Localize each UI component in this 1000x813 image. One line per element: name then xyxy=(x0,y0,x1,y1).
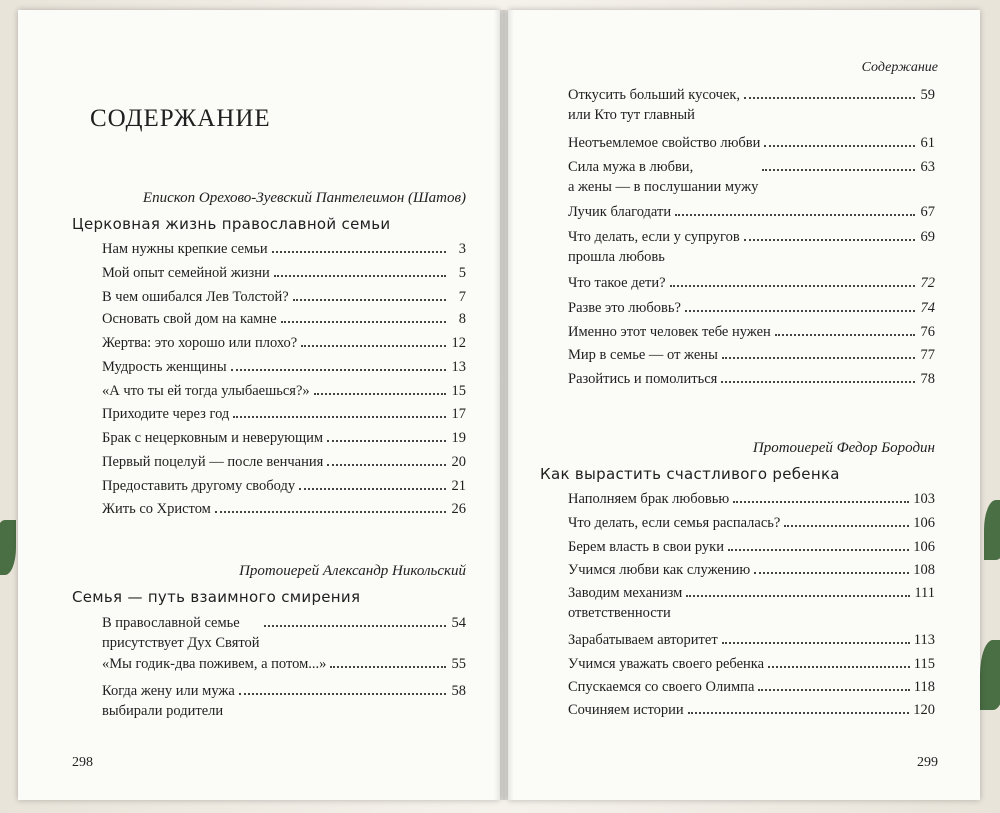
toc-entry-label: В чем ошибался Лев Толстой? xyxy=(102,289,289,305)
toc-entry-page: 103 xyxy=(913,491,935,507)
running-head: Содержание xyxy=(861,60,938,75)
author-heading: Протоиерей Федор Бородин xyxy=(752,440,935,456)
toc-entry-label: Брак с нецерковным и неверующим xyxy=(102,430,324,446)
toc-entry-page: 78 xyxy=(920,371,935,387)
dot-leader xyxy=(281,321,446,323)
toc-entry-page: 19 xyxy=(451,430,466,446)
author-heading: Епископ Орехово-Зуевский Пантелеимон (Шатов) xyxy=(142,190,466,206)
toc-entry xyxy=(102,500,466,520)
toc-entry-label: «А что ты ей тогда улыбаешься?» xyxy=(102,383,310,399)
toc-entry xyxy=(102,334,466,354)
toc-entry-label: Неотъемлемое свойство любви xyxy=(568,135,761,151)
toc-entry xyxy=(102,382,466,402)
toc-entry xyxy=(568,370,935,390)
dot-leader xyxy=(330,666,446,668)
dot-leader xyxy=(274,275,446,277)
toc-entry-label: Что такое дети? xyxy=(568,275,666,291)
toc-entry xyxy=(568,134,935,154)
toc-entry xyxy=(102,358,466,378)
page-title: СОДЕРЖАНИЕ xyxy=(90,105,271,132)
toc-entry xyxy=(568,538,935,558)
toc-entry-page: 115 xyxy=(913,656,935,672)
dot-leader xyxy=(239,693,446,695)
dot-leader xyxy=(722,642,910,644)
dot-leader xyxy=(764,145,915,147)
toc-entry-label: Мой опыт семейной жизни xyxy=(102,265,270,281)
toc-entry xyxy=(102,682,466,721)
toc-entry xyxy=(102,614,466,653)
toc-entry xyxy=(568,203,935,223)
toc-entry-page: 67 xyxy=(920,204,935,220)
toc-entry-page: 59 xyxy=(920,87,935,103)
author-heading: Протоиерей Александр Никольский xyxy=(239,563,466,579)
toc-entry-page: 20 xyxy=(451,454,466,470)
dot-leader xyxy=(754,572,909,574)
toc-entry-page: 58 xyxy=(451,683,466,699)
dot-leader xyxy=(327,464,446,466)
toc-entry-page: 7 xyxy=(458,289,466,305)
page-number: 298 xyxy=(72,755,93,770)
toc-entry-label: Когда жену или мужа выбирали родители xyxy=(102,683,235,719)
toc-entry-label: Жить со Христом xyxy=(102,501,211,517)
dot-leader xyxy=(721,381,915,383)
toc-entry xyxy=(568,655,935,675)
toc-entry xyxy=(102,453,466,473)
toc-entry-label: Лучик благодати xyxy=(568,204,672,220)
toc-entry xyxy=(102,310,466,330)
right-page xyxy=(508,10,980,800)
toc-entry-label: Сочиняем истории xyxy=(568,702,684,718)
toc-entry-page: 108 xyxy=(913,562,935,578)
toc-entry-label: Учимся любви как служению xyxy=(568,562,751,578)
toc-entry-page: 76 xyxy=(920,324,935,340)
toc-entry-label: Сила мужа в любви, а жены — в послушании мужу xyxy=(568,159,759,195)
toc-entry-label: Что делать, если семья распалась? xyxy=(568,515,781,531)
toc-entry-page: 8 xyxy=(458,311,466,327)
toc-entry-label: Мир в семье — от жены xyxy=(568,347,718,363)
toc-entry xyxy=(102,655,466,675)
toc-entry-page: 111 xyxy=(914,585,935,601)
toc-entry-page: 74 xyxy=(920,300,935,316)
toc-entry xyxy=(568,86,935,125)
dot-leader xyxy=(685,310,915,312)
toc-entry-page: 106 xyxy=(913,515,935,531)
toc-entry-label: Основать свой дом на камне xyxy=(102,311,277,327)
book-gutter xyxy=(494,10,514,800)
dot-leader xyxy=(722,357,915,359)
toc-entry xyxy=(568,514,935,534)
toc-entry-page: 17 xyxy=(451,406,466,422)
dot-leader xyxy=(264,625,446,627)
dot-leader xyxy=(215,511,446,513)
toc-entry xyxy=(568,158,935,197)
toc-entry-page: 69 xyxy=(920,229,935,245)
toc-entry-page: 13 xyxy=(451,359,466,375)
toc-entry-label: Учимся уважать своего ребенка xyxy=(568,656,765,672)
page-number: 299 xyxy=(917,755,938,770)
dot-leader xyxy=(231,369,446,371)
toc-entry xyxy=(102,240,466,260)
toc-entry xyxy=(568,299,935,319)
toc-entry xyxy=(568,584,935,623)
dot-leader xyxy=(299,488,446,490)
toc-entry-label: Что делать, если у супругов прошла любовь xyxy=(568,229,740,265)
section-heading: Церковная жизнь православной семьи xyxy=(72,215,391,233)
toc-entry-label: Именно этот человек тебе нужен xyxy=(568,324,771,340)
dot-leader xyxy=(233,416,446,418)
toc-entry xyxy=(102,477,466,497)
dot-leader xyxy=(314,393,446,395)
toc-entry-label: Заводим механизм ответственности xyxy=(568,585,683,621)
toc-entry-label: Мудрость женщины xyxy=(102,359,227,375)
dot-leader xyxy=(744,239,915,241)
toc-entry-label: Жертва: это хорошо или плохо? xyxy=(102,335,298,351)
leaf-decoration xyxy=(984,500,1000,560)
section-heading: Семья — путь взаимного смирения xyxy=(72,588,361,606)
dot-leader xyxy=(327,440,446,442)
toc-entry xyxy=(102,264,466,284)
toc-entry xyxy=(568,631,935,651)
toc-entry-page: 63 xyxy=(920,159,935,175)
left-page xyxy=(18,10,500,800)
toc-entry-label: Наполняем брак любовью xyxy=(568,491,730,507)
toc-entry-page: 15 xyxy=(451,383,466,399)
dot-leader xyxy=(775,334,915,336)
toc-entry-label: Нам нужны крепкие семьи xyxy=(102,241,268,257)
toc-entry-page: 12 xyxy=(451,335,466,351)
toc-entry-label: Первый поцелуй — после венчания xyxy=(102,454,324,470)
toc-entry xyxy=(102,405,466,425)
toc-entry-label: Спускаемся со своего Олимпа xyxy=(568,679,755,695)
dot-leader xyxy=(272,251,446,253)
toc-entry xyxy=(568,323,935,343)
toc-entry-page: 106 xyxy=(913,539,935,555)
toc-entry-page: 55 xyxy=(451,656,466,672)
toc-entry-label: Зарабатываем авторитет xyxy=(568,632,718,648)
dot-leader xyxy=(768,666,910,668)
toc-entry xyxy=(102,288,466,308)
dot-leader xyxy=(293,299,446,301)
toc-entry-label: Берем власть в свои руки xyxy=(568,539,724,555)
toc-entry-label: Приходите через год xyxy=(102,406,230,422)
toc-entry xyxy=(568,346,935,366)
toc-entry xyxy=(568,701,935,721)
toc-entry-label: Разве это любовь? xyxy=(568,300,681,316)
dot-leader xyxy=(670,285,915,287)
dot-leader xyxy=(675,214,915,216)
toc-entry xyxy=(568,490,935,510)
dot-leader xyxy=(733,501,909,503)
toc-entry-page: 54 xyxy=(451,615,466,631)
toc-entry-page: 77 xyxy=(920,347,935,363)
toc-entry-page: 61 xyxy=(920,135,935,151)
leaf-decoration xyxy=(980,640,1000,710)
toc-entry-page: 118 xyxy=(913,679,935,695)
toc-entry-label: «Мы годик-два поживем, а потом...» xyxy=(102,656,327,672)
toc-entry xyxy=(568,228,935,267)
toc-entry-page: 26 xyxy=(451,501,466,517)
toc-entry-page: 120 xyxy=(913,702,935,718)
toc-entry-page: 72 xyxy=(920,275,935,291)
toc-entry xyxy=(568,561,935,581)
dot-leader xyxy=(784,525,909,527)
toc-entry-label: Разойтись и помолиться xyxy=(568,371,718,387)
dot-leader xyxy=(686,595,910,597)
dot-leader xyxy=(762,169,915,171)
section-heading: Как вырастить счастливого ребенка xyxy=(540,465,840,483)
dot-leader xyxy=(758,689,909,691)
dot-leader xyxy=(688,712,910,714)
dot-leader xyxy=(728,549,909,551)
toc-entry-label: Откусить больший кусочек, или Кто тут главный xyxy=(568,87,741,123)
dot-leader xyxy=(301,345,446,347)
toc-entry-page: 21 xyxy=(451,478,466,494)
toc-entry xyxy=(568,274,935,294)
dot-leader xyxy=(744,97,915,99)
toc-entry-page: 3 xyxy=(458,241,466,257)
toc-entry xyxy=(568,678,935,698)
toc-entry-label: Предоставить другому свободу xyxy=(102,478,296,494)
toc-entry-page: 5 xyxy=(458,265,466,281)
leaf-decoration xyxy=(0,520,16,575)
toc-entry-label: В православной семье присутствует Дух Святой xyxy=(102,615,260,651)
toc-entry-page: 113 xyxy=(913,632,935,648)
toc-entry xyxy=(102,429,466,449)
